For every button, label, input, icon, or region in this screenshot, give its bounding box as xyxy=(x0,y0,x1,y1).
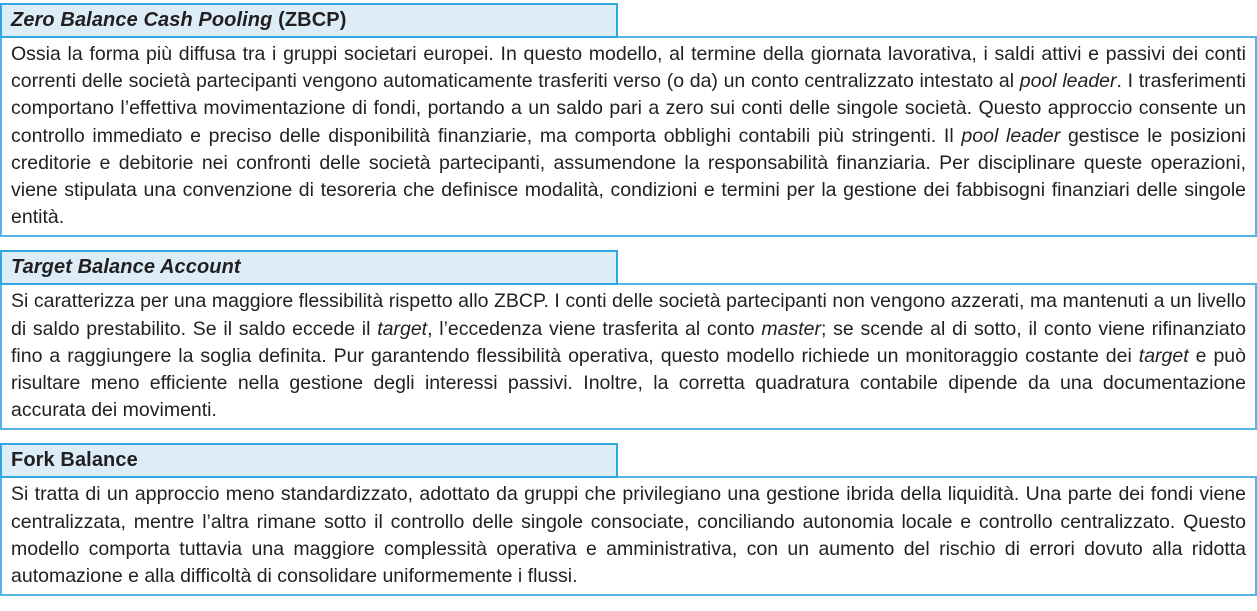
text-run: target xyxy=(377,317,428,340)
text-run: target xyxy=(1138,344,1189,367)
pooling-section-fork-balance xyxy=(0,443,1257,596)
text-run: Ossia la forma più diffusa tra i gruppi societari europei. In questo modello, al termine della giornata lavorativa, i saldi attivi e passivi dei conti correnti delle società partecipanti vengono automaticamente trasferiti verso (o da) un conto centralizzato intestato al xyxy=(11,43,1246,93)
text-run: ; se scende al di sotto, il conto viene rifinanziato fino a raggiungere la soglia definita. Pur garantendo flessibilità operativa, questo modello richiede un monitoraggio costante dei xyxy=(11,317,1246,367)
text-run: Fork Balance xyxy=(11,449,138,472)
text-run: Zero Balance Cash Pooling xyxy=(11,9,273,31)
pooling-section-target-balance-account xyxy=(0,250,1257,430)
section-header xyxy=(0,250,618,285)
pooling-section-zero-balance-cash-pooling xyxy=(0,3,1257,237)
section-header xyxy=(0,3,618,38)
text-run: Target Balance Account xyxy=(11,256,241,279)
section-body xyxy=(0,476,1257,596)
section-body xyxy=(0,36,1257,237)
text-run: e può risultare meno efficiente nella gestione degli interessi passivi. Inoltre, la corretta quadratura contabile dipende da una documentazione accurata dei movimenti. xyxy=(11,344,1246,422)
text-run: , l’eccedenza viene trasferita al conto xyxy=(427,317,762,340)
text-run: (ZBCP) xyxy=(272,9,347,31)
text-run: pool leader xyxy=(1019,70,1117,93)
text-run: Si tratta di un approccio meno standardizzato, adottato da gruppi che privilegiano una gestione ibrida della liquidità. Una parte dei fondi viene centralizzata, mentre l’altra rimane sotto il controllo delle singole consociate, conciliando autonomia locale e controllo centralizzato. Questo modello comporta tuttavia una maggiore complessità operativa e amministrativa, con un aumento del rischio di errori dovuto alla ridotta automazione e alla difficoltà di consolidare uniformemente i flussi. xyxy=(11,483,1246,588)
section-body xyxy=(0,283,1257,430)
section-header xyxy=(0,443,618,478)
text-run: pool leader xyxy=(961,124,1061,147)
text-run: . I trasferimenti comportano l’effettiva movimentazione di fondi, portando a un saldo pari a zero sui conti delle singole società. Questo approccio consente un controllo immediato e preciso delle disponibilità finanziarie, ma comporta obblighi contabili più stringenti. Il xyxy=(11,70,1247,147)
text-run: Si caratterizza per una maggiore flessibilità rispetto allo ZBCP. I conti delle società partecipanti non vengono azzerati, ma mantenuti a un livello di saldo prestabilito. Se il saldo eccede il xyxy=(11,290,1246,340)
text-run: gestisce le posizioni creditorie e debitorie nei confronti delle società partecipanti, assumendone la responsabilità finanziaria. Per disciplinare queste operazioni, viene stipulata una convenzione di tesoreria che definisce modalità, condizioni e termini per la gestione dei fabbisogni finanziari delle singole entità. xyxy=(11,124,1247,229)
text-run: master xyxy=(761,317,821,340)
